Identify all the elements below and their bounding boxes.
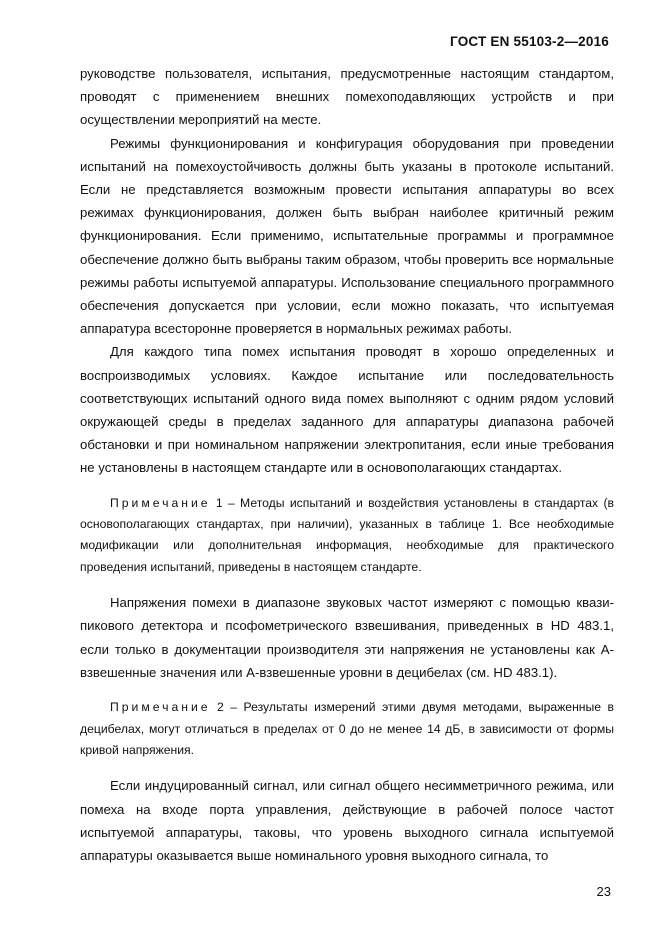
- note-2-text: 2 – Результаты измерений этими двумя методами, выраженные в децибелах, могут отличаться в пределах от 0 до не менее 14 дБ, в зависимости от формы кривой напряжения.: [80, 700, 614, 757]
- note-2: [80, 697, 614, 761]
- paragraph-modes: Режимы функционирования и конфигурация оборудования при проведении испытаний на помехоустойчивость должны быть указаны в протоколе испытаний. Если не представляется возможным провести испытания аппаратуры во всех режимах функционирования, должен быть выбран наиболее критичный режим функционирования. Если применимо, испытательные программы и программное обеспечение должно быть выбраны таким образом, чтобы проверить все нормальные режимы работы испытуемой аппаратуры. Использование специального программного обеспечения допускается при условии, если можно показать, что испытуемая аппаратура всесторонне проверяется в нормальных режимах работы.: [80, 135, 614, 337]
- paragraph-continuation: руководстве пользователя, испытания, предусмотренные настоящим стандартом, проводят с применением внешних помехоподавляющих устройств и при осуществлении мероприятий на месте.: [80, 66, 614, 128]
- document-header: ГОСТ EN 55103-2—2016: [450, 34, 609, 49]
- paragraph-induced-signal: Если индуцированный сигнал, или сигнал общего несимметричного режима, или помеха на входе порта управления, действующие в рабочей полосе частот испытуемой аппаратуры, таковы, что уровень выходного сигнала испытуемой аппаратуры оказывается выше номинального уровня выходного сигнала, то: [80, 778, 614, 863]
- note-1-label: Примечание: [110, 495, 211, 510]
- page-number: 23: [596, 884, 611, 899]
- note-1-text: 1 – Методы испытаний и воздействия установлены в стандартах (в основополагающих стандартах, при наличии), указанных в таблице 1. Все необходимые модификации или дополнительная информация, необходимые для практического проведения испытаний, приведены в настоящем стандарте.: [80, 495, 614, 574]
- paragraph-conditions: Для каждого типа помех испытания проводят в хорошо определенных и воспроизводимых условиях. Каждое испытание или последовательность соответствующих испытаний одного вида помех выполняют с одним рядом условий окружающей среды в пределах заданного для аппаратуры диапазона рабочей обстановки и при номинальном напряжении электропитания, если иные требования не установлены в настоящем стандарте или в основополагающих стандартах.: [80, 344, 614, 476]
- paragraph-audio-voltage: Напряжения помехи в диапазоне звуковых частот измеряют с помощью квази-пикового детектора и псофометрического взвешивания, приведенных в HD 483.1, если только в документации производителя эти напряжения не установлены как A-взвешенные значения или A-взвешенные уровни в децибелах (см. HD 483.1).: [80, 595, 614, 680]
- page-body: [80, 62, 614, 867]
- note-1: [80, 493, 614, 579]
- note-2-label: Примечание: [110, 700, 211, 715]
